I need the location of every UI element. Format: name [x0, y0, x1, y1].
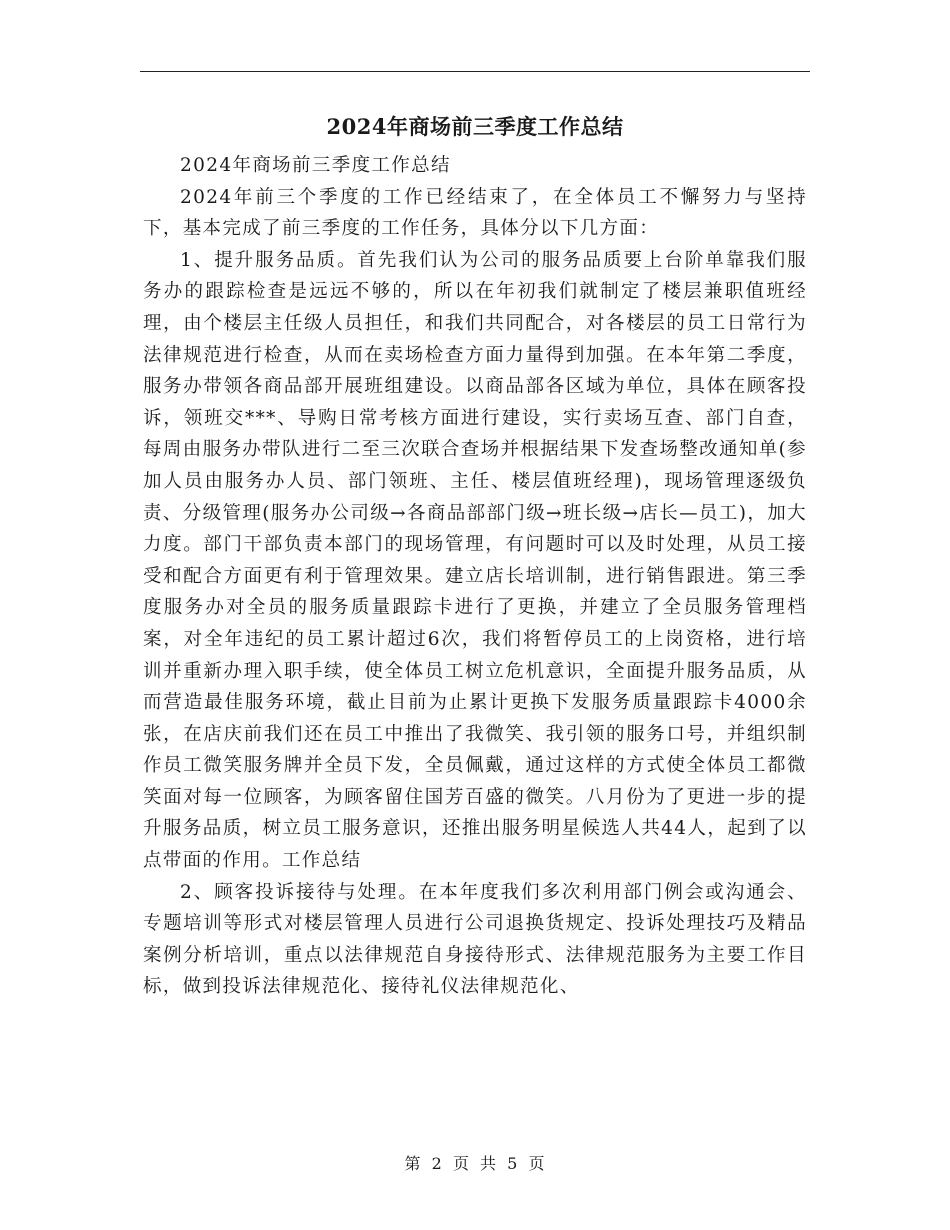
document-title: 2024年商场前三季度工作总结	[326, 114, 624, 139]
total-unit: 页	[528, 1154, 546, 1173]
page-unit: 页	[452, 1154, 470, 1173]
current-page-number: 2	[431, 1154, 443, 1173]
paragraph-subtitle: 2024年商场前三季度工作总结	[180, 155, 451, 176]
total-page-count: 5	[507, 1154, 519, 1173]
document-body	[143, 150, 807, 1003]
page-label: 第	[404, 1154, 422, 1173]
header-rule	[140, 71, 810, 72]
total-label: 共	[480, 1154, 498, 1173]
page-footer	[0, 1152, 950, 1176]
paragraph-service-quality: 1、提升服务品质。首先我们认为公司的服务品质要上台阶单靠我们服务办的跟踪检查是远远不够的，所以在年初我们就制定了楼层兼职值班经理，由个楼层主任级人员担任，和我们共同配合，对各楼层的员工日常行为法律规范进行检查，从而在卖场检查方面力量得到加强。在本年第二季度，服务办带领各商品部开展班组建设。以商品部各区域为单位，具体在顾客投诉，领班交***、导购日常考核方面进行建设，实行卖场互查、部门自查，每周由服务办带队进行二至三次联合查场并根据结果下发查场整改通知单(参加人员由服务办人员、部门领班、主任、楼层值班经理)，现场管理逐级负责、分级管理(服务办公司级→各商品部部门级→班长级→店长—员工)，加大力度。部门干部负责本部门的现场管理，有问题时可以及时处理，从员工接受和配合方面更有利于管理效果。建立店长培训制，进行销售跟进。第三季度服务办对全员的服务质量跟踪卡进行了更换，并建立了全员服务管理档案，对全年违纪的员工累计超过6次，我们将暂停员工的上岗资格，进行培训并重新办理入职手续，使全体员工树立危机意识，全面提升服务品质，从而营造最佳服务环境，截止目前为止累计更换下发服务质量跟踪卡4000余张，在店庆前我们还在员工中推出了我微笑、我引领的服务口号，并组织制作员工微笑服务牌并全员下发，全员佩戴，通过这样的方式使全体员工都微笑面对每一位顾客，为顾客留住国芳百盛的微笑。八月份为了更进一步的提升服务品质，树立员工服务意识，还推出服务明星候选人共44人，起到了以点带面的作用。工作总结	[143, 249, 807, 872]
paragraph-complaint-handling: 2、顾客投诉接待与处理。在本年度我们多次利用部门例会或沟通会、专题培训等形式对楼层管理人员进行公司退换货规定、投诉处理技巧及精品案例分析培训，重点以法律规范自身接待形式、法律规范服务为主要工作目标，做到投诉法律规范化、接待礼仪法律规范化、	[143, 881, 807, 998]
paragraph-intro: 2024年前三个季度的工作已经结束了，在全体员工不懈努力与坚持下，基本完成了前三季度的工作任务，具体分以下几方面：	[143, 186, 807, 240]
